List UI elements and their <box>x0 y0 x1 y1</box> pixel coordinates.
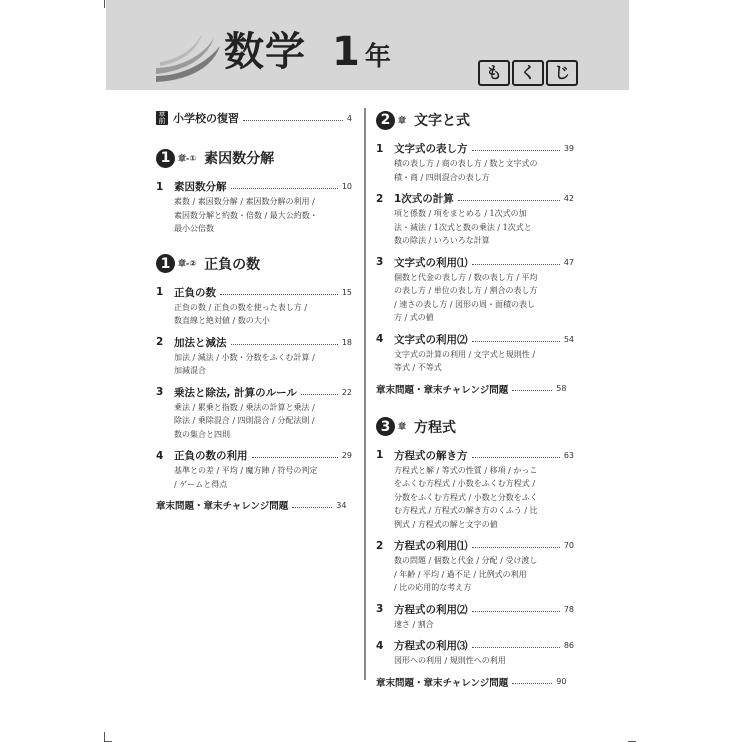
topic-line: 方 / 式の値 <box>394 313 434 322</box>
section-title: 素因数分解 <box>174 181 227 193</box>
chapter-label: 章-① <box>178 153 197 163</box>
page-number: 42 <box>563 194 574 203</box>
page-number: 4 <box>346 113 352 123</box>
section-number: 3 <box>156 386 164 398</box>
section-title: 方程式の利用⑶ <box>394 640 468 652</box>
topic-line: 方程式と解 / 等式の性質 / 移項 / かっこ <box>394 465 538 475</box>
section-number: 2 <box>376 192 384 205</box>
topic-line: をふくむ方程式 / 小数をふくむ方程式 / <box>394 479 536 488</box>
topic-line: 個数と代金の表し方 / 数の表し方 / 平均 <box>394 272 538 282</box>
page-number: 63 <box>563 450 574 460</box>
topic-line: む方程式 / 方程式の解き方のくふう / 比 <box>394 506 538 515</box>
topic-line: / ゲームと得点 <box>174 479 228 489</box>
section-title: 文字式の利用⑴ <box>394 256 468 269</box>
section-number: 4 <box>156 449 164 462</box>
topic-line: 素因数分解と約数・倍数 / 最大公約数・ <box>174 210 318 220</box>
topic-line: / 速さの表し方 / 図形の周・面積の表し <box>394 299 536 309</box>
topic-line: / 年齢 / 平均 / 過不足 / 比例式の利用 <box>394 569 527 579</box>
toc-right-column <box>376 108 574 708</box>
page-number: 58 <box>556 384 567 393</box>
page-number: 86 <box>563 641 574 650</box>
section-topics <box>156 351 352 378</box>
chapter-label: 章 <box>398 115 406 125</box>
toc-section[interactable] <box>376 601 574 618</box>
toc-section[interactable] <box>376 637 574 654</box>
entry-title: 章末問題・章末チャレンジ問題 <box>376 677 509 689</box>
toc-section[interactable] <box>156 384 352 401</box>
toc-section[interactable] <box>156 334 352 351</box>
section-number: 1 <box>156 180 164 193</box>
chapter-number-badge: 2 <box>376 111 395 130</box>
section-title: 正負の数の利用 <box>174 450 248 462</box>
toc-section[interactable] <box>376 537 574 554</box>
section-number: 1 <box>376 449 384 461</box>
section-topics <box>156 301 352 328</box>
section-topics <box>376 618 574 632</box>
topic-line: 文字式の計算の利用 / 文字式と規則性 / <box>394 349 536 359</box>
section-number: 2 <box>156 336 164 348</box>
page-number: 54 <box>563 334 574 344</box>
section-title: 方程式の解き方 <box>394 449 468 462</box>
page-number: 47 <box>563 257 574 267</box>
toc-section[interactable] <box>156 447 352 464</box>
leader-dots <box>472 457 560 458</box>
toc-section[interactable] <box>376 447 574 464</box>
topic-line: 最小公倍数 <box>174 224 214 233</box>
section-topics <box>376 157 574 184</box>
leader-dots <box>472 547 560 548</box>
toc-section[interactable] <box>156 284 352 301</box>
page-number: 34 <box>336 500 347 510</box>
page-number: 70 <box>563 541 574 550</box>
chapter-title: 文字と式 <box>414 113 470 129</box>
topic-line: 例式 / 方程式の解と文字の値 <box>394 519 498 529</box>
section-number: 3 <box>376 256 384 268</box>
page-number: 22 <box>341 387 352 397</box>
topic-line: 素数 / 素因数分解 / 素因数分解の利用 / <box>174 197 315 206</box>
section-title: 文字式の利用⑵ <box>394 333 468 346</box>
mokuji-char: も <box>478 60 510 86</box>
leader-dots <box>458 200 560 201</box>
toc-section[interactable] <box>376 140 574 157</box>
leader-dots <box>512 683 552 684</box>
leader-dots <box>231 344 338 345</box>
leader-dots <box>220 294 338 295</box>
toc-section[interactable] <box>156 178 352 195</box>
leader-dots <box>231 188 338 189</box>
page-number: 15 <box>341 287 352 297</box>
topic-line: 加法 / 減法 / 小数・分数をふくむ計算 / <box>174 352 315 362</box>
topic-line: 等式 / 不等式 <box>394 363 442 372</box>
page-number: 78 <box>563 604 574 614</box>
chapter-number-badge: 1 <box>156 254 175 273</box>
topic-line: 法・減法 / 1次式と数の乗法 / 1次式と <box>394 222 532 232</box>
toc-section[interactable] <box>376 190 574 207</box>
section-number: 4 <box>376 639 384 652</box>
chapter-label: 章-② <box>178 259 197 268</box>
toc-section[interactable] <box>376 254 574 271</box>
chapter-end-problems[interactable] <box>376 674 574 690</box>
topic-line: 速さ / 割合 <box>394 619 434 629</box>
leader-dots <box>301 394 338 395</box>
section-number: 3 <box>376 603 384 615</box>
leader-dots <box>472 611 560 612</box>
section-title: 文字式の表し方 <box>394 143 468 155</box>
section-topics <box>376 464 574 532</box>
section-topics <box>376 654 574 668</box>
page-title <box>224 28 392 81</box>
page-number: 18 <box>341 337 352 347</box>
mokuji-label <box>478 60 578 86</box>
section-number: 1 <box>156 286 164 298</box>
topic-line: 正負の数 / 正負の数を使った表し方 / <box>174 302 308 312</box>
chapter-heading[interactable] <box>376 108 574 132</box>
swoosh-logo-icon <box>154 34 226 84</box>
toc-left-column <box>156 108 352 531</box>
topic-line: 数直線と絶対値 / 数の大小 <box>174 316 270 325</box>
section-number: 4 <box>376 333 384 345</box>
section-title: 正負の数 <box>174 286 216 299</box>
toc-review-entry[interactable] <box>156 108 352 128</box>
section-title: 方程式の利用⑴ <box>394 540 468 552</box>
page-number: 10 <box>341 182 352 191</box>
topic-line: / 比の応用的な考え方 <box>394 583 472 592</box>
entry-title: 小学校の復習 <box>173 112 239 125</box>
entry-title: 章末問題・章末チャレンジ問題 <box>376 384 509 396</box>
subject-title: 数学 <box>224 29 306 75</box>
chapter-heading[interactable] <box>156 146 352 170</box>
chapter-heading[interactable] <box>376 415 574 439</box>
leader-dots <box>512 390 552 391</box>
mokuji-char: じ <box>546 60 578 86</box>
section-topics <box>376 207 574 248</box>
grade-number: 1 <box>332 29 361 75</box>
section-title: 1次式の計算 <box>394 193 454 205</box>
grade-suffix: 年 <box>364 42 392 72</box>
topic-line: 基準との差 / 平均 / 魔方陣 / 符号の判定 <box>174 466 318 475</box>
section-title: 乗法と除法, 計算のルール <box>174 386 297 399</box>
topic-line: 項と係数 / 項をまとめる / 1次式の加 <box>394 209 527 218</box>
topic-line: の表し方 / 単位の表し方 / 割合の表し方 <box>394 286 538 295</box>
section-topics <box>376 271 574 325</box>
topic-line: 加減混合 <box>174 366 206 375</box>
section-title: 方程式の利用⑵ <box>394 603 468 616</box>
chapter-heading[interactable] <box>156 252 352 276</box>
topic-line: 図形への利用 / 規則性への利用 <box>394 656 506 665</box>
mokuji-char: く <box>512 60 544 86</box>
leader-dots <box>243 120 343 121</box>
section-number: 2 <box>376 539 384 552</box>
entry-title: 章末問題・章末チャレンジ問題 <box>156 501 289 512</box>
section-topics <box>156 195 352 236</box>
chapter-number-badge: 3 <box>376 417 395 436</box>
topic-line: 除法 / 乗除混合 / 四則混合 / 分配法則 / <box>174 416 315 425</box>
section-topics <box>376 348 574 375</box>
toc-section[interactable] <box>376 331 574 348</box>
section-topics <box>156 401 352 442</box>
section-title: 加法と減法 <box>174 336 227 349</box>
topic-line: 積の表し方 / 商の表し方 / 数と文字式の <box>394 159 538 168</box>
chapter-title: 素因数分解 <box>204 151 275 167</box>
page-number: 39 <box>563 144 574 153</box>
review-icon: 章前 <box>156 111 168 125</box>
topic-line: 乗法 / 累乗と指数 / 乗法の計算と乗法 / <box>174 402 315 412</box>
leader-dots <box>472 341 560 342</box>
leader-dots <box>472 150 560 151</box>
topic-line: 数の問題 / 個数と代金 / 分配 / 受け渡し <box>394 556 538 565</box>
section-number: 1 <box>376 142 384 155</box>
topic-line: 数の集合と四則 <box>174 429 230 439</box>
topic-line: 積・商 / 四則混合の表し方 <box>394 172 490 182</box>
section-topics <box>156 464 352 491</box>
chapter-number-badge: 1 <box>156 149 175 168</box>
topic-line: 分数をふくむ方程式 / 小数と分数をふく <box>394 492 538 502</box>
leader-dots <box>252 457 338 458</box>
header-band <box>106 0 629 90</box>
chapter-title: 方程式 <box>414 419 456 436</box>
leader-dots <box>472 264 560 265</box>
topic-line: 数の除法 / いろいろな計算 <box>394 236 490 245</box>
column-divider <box>364 108 366 680</box>
section-topics <box>376 554 574 595</box>
chapter-label: 章 <box>398 422 406 431</box>
page-number: 29 <box>341 451 352 460</box>
crop-mark-top <box>104 0 105 8</box>
leader-dots <box>472 647 560 648</box>
page-number: 90 <box>556 677 567 686</box>
leader-dots <box>292 507 332 508</box>
chapter-title: 正負の数 <box>204 256 261 273</box>
chapter-end-problems[interactable] <box>376 381 574 397</box>
chapter-end-problems[interactable] <box>156 497 352 513</box>
